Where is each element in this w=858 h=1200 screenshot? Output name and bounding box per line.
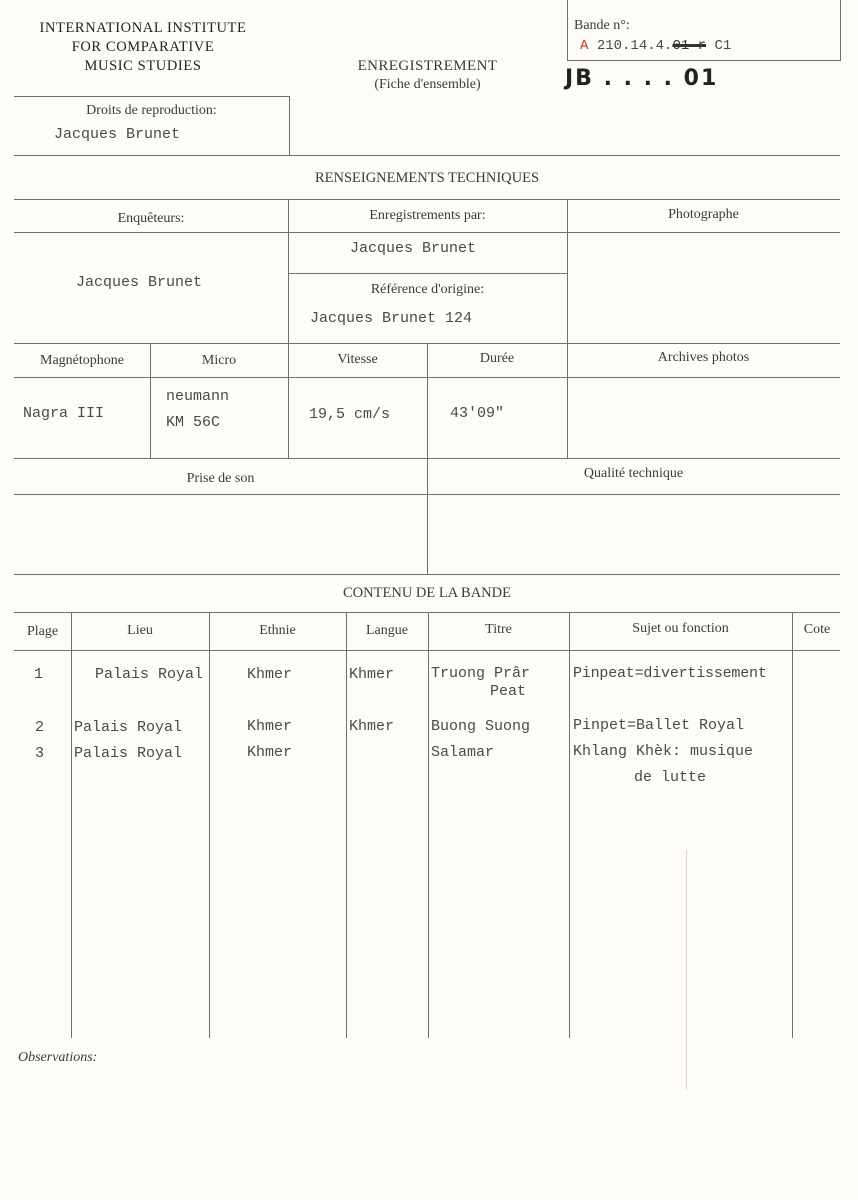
table-row-3-lieu: Palais Royal	[74, 745, 183, 762]
institute-line-3: MUSIC STUDIES	[84, 58, 202, 74]
enqueteurs-label: Enquêteurs:	[117, 211, 185, 226]
institute-line-2: FOR COMPARATIVE	[71, 39, 215, 55]
technical-title: RENSEIGNEMENTS TECHNIQUES	[314, 170, 540, 186]
content-title: CONTENU DE LA BANDE	[343, 585, 511, 601]
col-langue: Langue	[366, 623, 408, 638]
bande-number	[580, 38, 731, 54]
micro-value-line-2: KM 56C	[166, 414, 221, 431]
enqueteurs-value: Jacques Brunet	[76, 274, 203, 291]
col-cote: Cote	[803, 622, 831, 637]
duree-value: 43'09"	[450, 405, 505, 422]
vitesse-value: 19,5 cm/s	[309, 406, 391, 423]
form-title: ENREGISTREMENT	[357, 58, 498, 74]
table-row-3-sujet-line-1: Khlang Khèk: musique	[573, 743, 754, 760]
col-plage: Plage	[26, 624, 59, 639]
table-row-1-plage: 1	[34, 666, 44, 683]
table-row-2-lieu: Palais Royal	[74, 719, 183, 736]
bande-prefix: A	[580, 38, 589, 54]
bande-label: Bande n°:	[574, 18, 630, 33]
bande-suffix: C1	[714, 38, 732, 54]
duree-label: Durée	[479, 351, 515, 366]
archives-label: Archives photos	[657, 350, 750, 365]
enregistrements-value: Jacques Brunet	[350, 240, 477, 257]
table-row-3-plage: 3	[35, 745, 45, 762]
reference-label: Référence d'origine:	[370, 282, 485, 297]
col-ethnie: Ethnie	[259, 623, 296, 638]
handwritten-code: JB . . . . 01	[565, 66, 719, 91]
table-row-1-titre-line-2: Peat	[490, 683, 527, 700]
bande-struck-value: 01-r	[672, 38, 707, 54]
institute-line-1: INTERNATIONAL INSTITUTE	[39, 20, 247, 36]
observations-label: Observations:	[18, 1050, 98, 1065]
table-row-1-langue: Khmer	[349, 666, 395, 683]
table-row-3-titre: Salamar	[431, 744, 495, 761]
table-row-1-titre-line-1: Truong Prâr	[431, 665, 531, 682]
table-row-1-ethnie: Khmer	[247, 666, 293, 683]
form-subtitle: (Fiche d'ensemble)	[374, 77, 481, 92]
table-row-2-ethnie: Khmer	[247, 718, 293, 735]
col-titre: Titre	[485, 622, 512, 637]
institute-name	[8, 19, 278, 76]
table-row-3-sujet-line-2: de lutte	[634, 769, 707, 786]
prise-label: Prise de son	[186, 471, 255, 486]
col-lieu: Lieu	[127, 623, 153, 638]
table-row-2-langue: Khmer	[349, 718, 395, 735]
table-row-2-plage: 2	[35, 719, 45, 736]
photographe-label: Photographe	[668, 207, 739, 222]
table-row-1-sujet: Pinpeat=divertissement	[573, 665, 767, 682]
rights-label: Droits de reproduction:	[86, 103, 217, 118]
table-row-1-lieu: Palais Royal	[95, 666, 204, 683]
fold-mark	[686, 850, 687, 1090]
qualite-label: Qualité technique	[583, 466, 684, 481]
vitesse-label: Vitesse	[337, 352, 378, 367]
bande-number-value: 210.14.4.	[596, 38, 673, 54]
table-row-2-titre: Buong Suong	[431, 718, 531, 735]
micro-label: Micro	[201, 353, 237, 368]
reference-value: Jacques Brunet 124	[310, 310, 473, 327]
rights-value: Jacques Brunet	[54, 126, 181, 143]
magnetophone-label: Magnétophone	[40, 353, 124, 368]
table-row-2-sujet: Pinpet=Ballet Royal	[573, 717, 745, 734]
table-row-3-ethnie: Khmer	[247, 744, 293, 761]
magnetophone-value: Nagra III	[23, 405, 105, 422]
enregistrements-label: Enregistrements par:	[369, 208, 486, 223]
col-sujet: Sujet ou fonction	[632, 621, 729, 636]
micro-value-line-1: neumann	[166, 388, 230, 405]
